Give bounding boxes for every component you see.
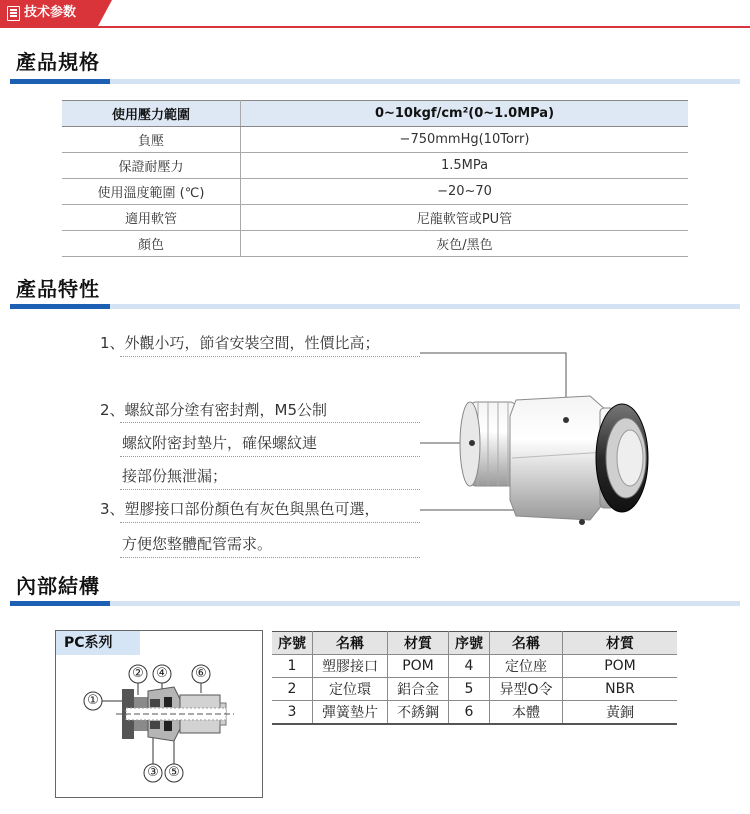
structure-section-title: 內部結構 — [16, 574, 100, 598]
feature-section-divider — [10, 304, 740, 309]
table-cell: 彈簧墊片 — [313, 701, 388, 725]
spec-value: −20~70 — [241, 179, 689, 205]
col-header: 名稱 — [313, 632, 388, 655]
feature-line: 方便您整體配管需求。 — [122, 535, 273, 553]
thread-section — [460, 402, 516, 486]
callout-3: ③ — [147, 765, 159, 780]
callout-5: ⑤ — [168, 765, 180, 780]
table-cell: 5 — [449, 678, 490, 701]
pc-series-diagram — [55, 630, 263, 798]
feature-section-title: 產品特性 — [16, 277, 100, 301]
spec-row — [62, 231, 688, 257]
series-label: PC系列 — [56, 631, 140, 655]
feature-line: 3、塑膠接口部份顏色有灰色與黑色可選， — [100, 500, 380, 518]
table-cell: 定位環 — [313, 678, 388, 701]
feature-line: 接部份無泄漏； — [122, 467, 228, 485]
tab-underline — [0, 26, 750, 28]
parts-table-header-row — [272, 632, 677, 655]
table-cell: 塑膠接口 — [313, 655, 388, 678]
callout-4: ④ — [156, 666, 168, 681]
spec-key: 適用軟管 — [62, 205, 241, 231]
spec-section-title: 產品規格 — [16, 50, 100, 74]
feature-line: 1、外觀小巧，節省安裝空間，性價比高； — [100, 334, 380, 352]
spec-key: 使用溫度範圍 (℃) — [62, 179, 241, 205]
feature-line: 2、螺紋部分塗有密封劑，M5公制 — [100, 401, 328, 419]
table-row — [272, 678, 677, 701]
spec-key: 顏色 — [62, 231, 241, 257]
table-row — [272, 655, 677, 678]
table-cell: 异型O令 — [490, 678, 563, 701]
callout-6: ⑥ — [195, 666, 207, 681]
spec-key: 保證耐壓力 — [62, 153, 241, 179]
hex-body — [510, 396, 606, 520]
spec-value: 尼龍軟管或PU管 — [241, 205, 689, 231]
table-row — [272, 701, 677, 725]
col-header: 名稱 — [490, 632, 563, 655]
top-tab-bar — [0, 0, 750, 28]
parts-table — [272, 631, 677, 725]
spec-table-header-row — [62, 101, 688, 127]
spec-row — [62, 179, 688, 205]
table-cell: NBR — [563, 678, 678, 701]
structure-section-divider — [10, 601, 740, 606]
table-cell: POM — [563, 655, 678, 678]
table-cell: 4 — [449, 655, 490, 678]
table-cell: 本體 — [490, 701, 563, 725]
table-cell: 3 — [272, 701, 313, 725]
callout-1: ① — [87, 693, 99, 708]
spec-key: 使用壓力範圍 — [62, 101, 241, 127]
feature-rule — [120, 557, 420, 558]
table-cell: 6 — [449, 701, 490, 725]
col-header: 材質 — [563, 632, 678, 655]
table-cell: 黃銅 — [563, 701, 678, 725]
table-cell: 1 — [272, 655, 313, 678]
table-cell: POM — [388, 655, 449, 678]
callout-2: ② — [132, 666, 144, 681]
spec-value: 灰色/黑色 — [241, 231, 689, 257]
spec-row — [62, 205, 688, 231]
spec-value: 0~10kgf/cm²(0~1.0MPa) — [241, 101, 689, 127]
tab-label: 技术参数 — [24, 5, 77, 20]
table-cell: 鋁合金 — [388, 678, 449, 701]
spec-section-divider — [10, 79, 740, 84]
spec-value: 1.5MPa — [241, 153, 689, 179]
spec-table — [62, 100, 688, 257]
spec-key: 負壓 — [62, 127, 241, 153]
fitting-illustration — [300, 340, 660, 540]
col-header: 序號 — [449, 632, 490, 655]
spec-row — [62, 127, 688, 153]
table-cell: 不銹鋼 — [388, 701, 449, 725]
table-cell: 2 — [272, 678, 313, 701]
tab-technical-params[interactable] — [0, 0, 98, 26]
feature-line: 螺紋附密封墊片，確保螺紋連 — [122, 434, 318, 452]
col-header: 序號 — [272, 632, 313, 655]
document-icon — [7, 6, 20, 21]
col-header: 材質 — [388, 632, 449, 655]
release-ring — [596, 404, 648, 512]
spec-row — [62, 153, 688, 179]
table-cell: 定位座 — [490, 655, 563, 678]
spec-value: −750mmHg(10Torr) — [241, 127, 689, 153]
